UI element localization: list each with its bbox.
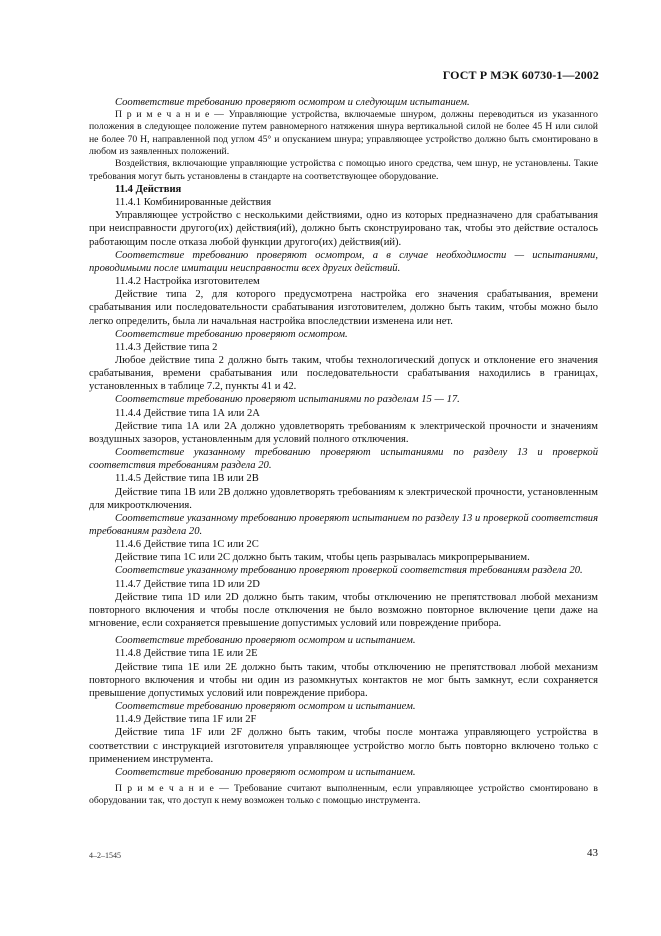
compliance-text: Соответствие указанному требованию проверяют испытаниями по разделу 13 и проверкой соответствия требованиям раздела 20.	[89, 447, 598, 472]
document-header: ГОСТ Р МЭК 60730-1—2002	[442, 68, 599, 82]
body-paragraph: Действие типа 1С или 2С должно быть таким, чтобы цепь разрывалась микропрерыванием.	[115, 552, 530, 564]
body-paragraph: Управляющее устройство с несколькими действиями, одно из которых предназначено для срабатывания при неисправности другого(их) действия(ий), должно быть сконструировано так, чтобы это действие осталось работающим после отказа любой функции другого(их) действия(ий).	[89, 210, 598, 248]
compliance-text: Соответствие требованию проверяют испытаниями по разделам 15 — 17.	[115, 394, 460, 406]
compliance-text: Соответствие указанному требованию проверяют испытанием по разделу 13 и проверкой соответствия требованиям раздела 20.	[89, 512, 598, 537]
body-paragraph: Любое действие типа 2 должно быть таким, чтобы технологический допуск и отклонение его значения срабатывания, времени срабатывания или последовательности срабатывания находились в границах, установленных в таблице 7.2, пункты 41 и 42.	[89, 354, 598, 393]
page-number: 43	[587, 847, 598, 859]
body-paragraph: Действие типа 1Е или 2Е должно быть таким, чтобы отключению не препятствовал любой механизм повторного включения и чтобы ни один из разомкнутых контактов не мог быть замкнут, если сохраняется превышение допустимых условий или повреждение прибора.	[89, 661, 598, 699]
note-paragraph: П р и м е ч а н и е — Требование считают выполненным, если управляющее устройство смонтировано в оборудовании так, что доступ к нему возможен только с помощью инструмента.	[89, 782, 598, 807]
subsection-heading: 11.4.4 Действие типа 1А или 2А	[115, 407, 260, 419]
subsection-heading: 11.4.3 Действие типа 2	[115, 341, 218, 353]
section-heading: 11.4 Действия	[115, 183, 182, 195]
subsection-heading: 11.4.9 Действие типа 1F или 2F	[115, 714, 257, 726]
compliance-text: Соответствие требованию проверяют осмотром и следующим испытанием.	[115, 97, 470, 108]
body-paragraph: Воздействия, включающие управляющие устройства с помощью иного средства, чем шнур, не установлены. Такие требования могут быть установлены в стандарте на соответствующее оборудование.	[89, 158, 598, 182]
body-paragraph: Действие типа 1В или 2В должно удовлетворять требованиям к электрической прочности, установленным для микроотключения.	[89, 486, 598, 511]
subsection-heading: 11.4.2 Настройка изготовителем	[115, 276, 260, 288]
subsection-heading: 11.4.6 Действие типа 1С или 2С	[115, 539, 259, 551]
subsection-heading: 11.4.8 Действие типа 1Е или 2Е	[115, 648, 258, 660]
subsection-heading: 11.4.7 Действие типа 1D или 2D	[115, 578, 260, 590]
subsection-heading: 11.4.5 Действие типа 1В или 2В	[115, 473, 259, 485]
document-body	[89, 96, 598, 808]
body-paragraph: Действие типа 1D или 2D должно быть таким, чтобы отключению не препятствовал любой механизм повторного включения и чтобы после отключения не было возможно повторное включение цепи даже на мгновение, если сохраняется превышение допустимых условий или повреждение прибора.	[89, 591, 598, 630]
note-paragraph: П р и м е ч а н и е — Управляющие устройства, включаемые шнуром, должны переводиться из указанного положения в следующее положение путем равномерного натяжения шнура вертикальной силой не более 45 Н или силой не более 70 Н, направленной под углом 45° и опусканием шнура; управляющее устройство должно быть смонтировано в любом из заявленных положений.	[89, 109, 598, 158]
compliance-text: Соответствие указанному требованию проверяют проверкой соответствия требованиям раздела 20.	[115, 565, 583, 577]
compliance-text: Соответствие требованию проверяют осмотром.	[115, 328, 348, 340]
compliance-text: Соответствие требованию проверяют осмотром и испытанием.	[115, 701, 416, 713]
compliance-text: Соответствие требованию проверяют осмотром и испытанием.	[115, 766, 416, 778]
body-paragraph: Действие типа 1F или 2F должно быть таким, чтобы после монтажа управляющего устройства в соответствии с инструкцией изготовителя управляющее устройство могло быть повторно включено только с применением инструмента.	[89, 727, 598, 765]
subsection-heading: 11.4.1 Комбинированные действия	[115, 197, 272, 209]
body-paragraph: Действие типа 1А или 2А должно удовлетворять требованиям к электрической прочности и значениям воздушных зазоров, установленным для условий полного отключения.	[89, 420, 598, 445]
body-paragraph: Действие типа 2, для которого предусмотрена настройка его значения срабатывания, времени срабатывания или последовательности срабатывания изготовителем, должно быть таким, чтобы можно было легко определить, была ли начальная настройка впоследствии изменена или нет.	[89, 289, 598, 327]
compliance-text: Соответствие требованию проверяют осмотром, а в случае необходимости — испытаниями, проводимыми после имитации неисправности всех других действий.	[89, 249, 598, 274]
print-mark: 4–2–1545	[89, 851, 121, 860]
compliance-text: Соответствие требованию проверяют осмотром и испытанием.	[115, 635, 416, 647]
